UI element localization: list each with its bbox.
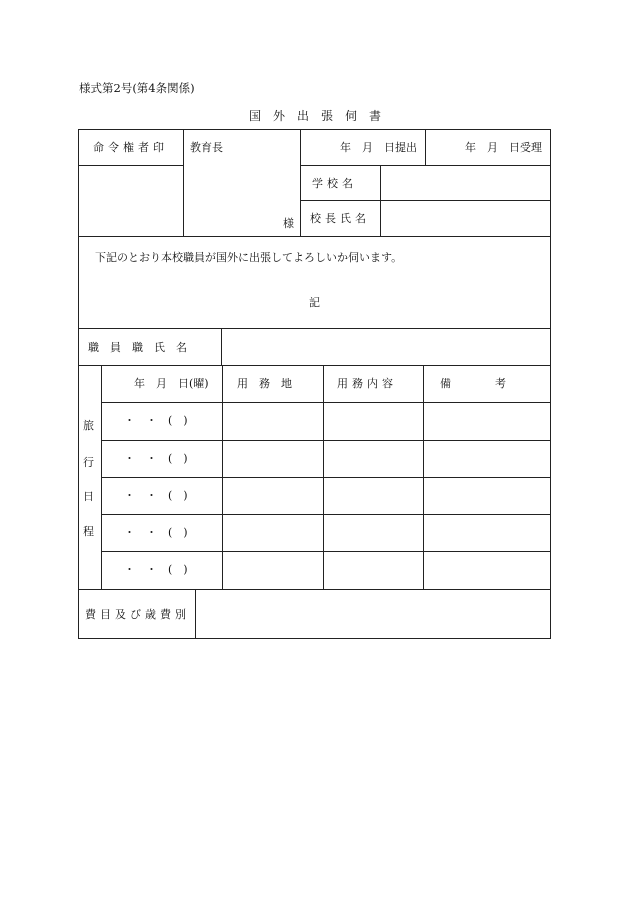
document-title: 国 外 出 張 伺 書	[248, 109, 381, 123]
header-content: 用務内容	[337, 377, 397, 390]
record-heading: 記	[309, 296, 320, 309]
school-name-label: 学校名	[312, 177, 357, 190]
authority-seal-label: 命令権者印	[93, 141, 168, 154]
itinerary-label-char: 程	[83, 525, 94, 538]
itinerary-row-date[interactable]: ・ ・ ( )	[124, 526, 188, 539]
form-number: 様式第2号(第4条関係)	[79, 81, 195, 95]
itinerary-label-char: 日	[83, 490, 94, 503]
itinerary-row-date[interactable]: ・ ・ ( )	[124, 563, 188, 576]
itinerary-row-date[interactable]: ・ ・ ( )	[124, 489, 188, 502]
honorific: 様	[283, 217, 294, 230]
itinerary-row-date[interactable]: ・ ・ ( )	[124, 452, 188, 465]
header-place: 用 務 地	[237, 377, 292, 390]
submitted-date: 年 月 日提出	[340, 141, 417, 154]
received-date: 年 月 日受理	[465, 141, 542, 154]
expense-category-label: 費目及び歳費別	[85, 608, 190, 621]
itinerary-label-char: 旅	[83, 419, 94, 432]
itinerary-row-date[interactable]: ・ ・ ( )	[124, 414, 188, 427]
principal-name-label: 校長氏名	[310, 212, 370, 225]
itinerary-label-char: 行	[83, 456, 94, 469]
request-statement: 下記のとおり本校職員が国外に出張してよろしいか伺います。	[95, 251, 403, 264]
staff-name-label: 職 員 職 氏 名	[88, 341, 187, 354]
header-date: 年 月 日(曜)	[134, 377, 209, 390]
addressee: 教育長	[190, 141, 223, 154]
header-remarks: 備 考	[440, 377, 506, 390]
